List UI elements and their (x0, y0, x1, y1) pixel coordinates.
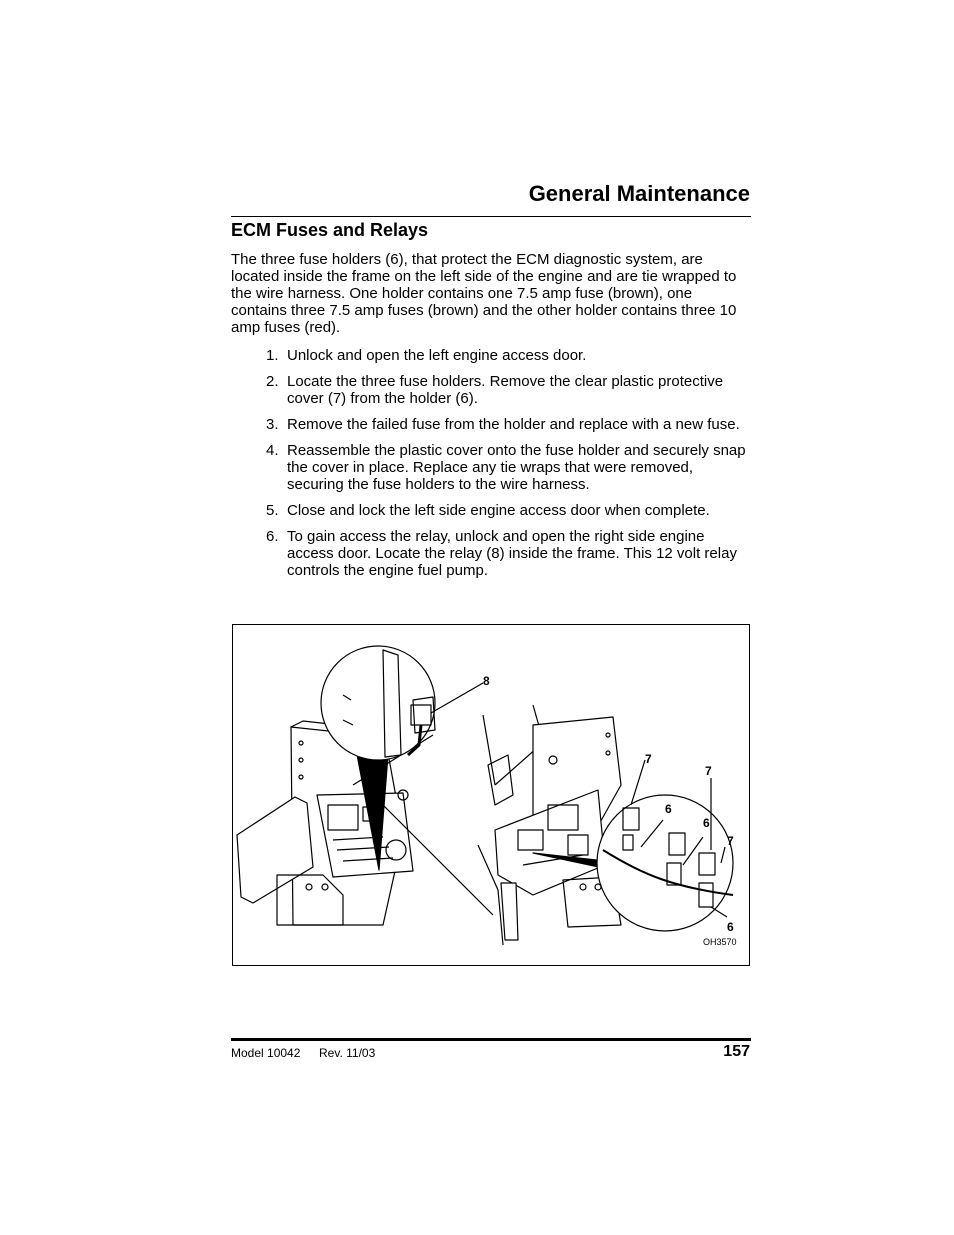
step-text: Locate the three fuse holders. Remove the clear plastic protective cover (7) from the holder (6). (287, 373, 724, 407)
footer-model: Model 10042 (231, 1046, 301, 1060)
step-item (266, 442, 751, 493)
relay-magnifier (321, 646, 483, 760)
step-item (266, 502, 751, 519)
sub-heading: ECM Fuses and Relays (231, 220, 429, 240)
illustration-drawing (233, 625, 749, 965)
step-number: 3. (266, 416, 279, 433)
intro-paragraph: The three fuse holders (6), that protect the ECM diagnostic system, are located inside the frame on the left side of the engine and are tie wrapped to the wire harness. One holder contains one 7.5 amp fuse (brown), one contains three 7.5 amp fuses (brown) and the other holder contains three 10 amp fuses (red). (231, 251, 737, 336)
step-text: To gain access the relay, unlock and open the right side engine access door. Locate the relay (8) inside the frame. This 12 volt relay controls the engine fuel pump. (287, 528, 737, 579)
step-item (266, 416, 751, 433)
step-text: Remove the failed fuse from the holder and replace with a new fuse. (287, 416, 740, 433)
step-item (266, 528, 751, 579)
step-item (266, 373, 751, 407)
header-rule (231, 216, 751, 217)
procedure-steps (266, 347, 751, 588)
step-text: Reassemble the plastic cover onto the fuse holder and securely snap the cover in place. Replace any tie wraps that were removed, securing the fuse holders to the wire harness. (287, 442, 746, 493)
step-number: 1. (266, 347, 279, 364)
callout-holder-6a: 6 (665, 802, 672, 816)
step-number: 6. (266, 528, 279, 545)
callout-cover-7b: 7 (705, 764, 712, 778)
section-title: General Maintenance (528, 181, 750, 206)
step-number: 4. (266, 442, 279, 459)
callout-holder-6b: 6 (703, 816, 710, 830)
callout-cover-7a: 7 (645, 752, 652, 766)
callout-holder-6c: 6 (727, 920, 734, 934)
step-text: Close and lock the left side engine access door when complete. (287, 502, 710, 519)
callout-relay-8: 8 (483, 674, 490, 688)
figure-id: OH3570 (703, 937, 737, 947)
callout-cover-7c: 7 (727, 834, 734, 848)
footer-rule (231, 1038, 751, 1041)
right-machine-drawing (478, 705, 621, 945)
footer-revision: Rev. 11/03 (319, 1046, 376, 1060)
step-item (266, 347, 751, 364)
step-number: 5. (266, 502, 279, 519)
page-number: 157 (723, 1043, 750, 1060)
fuse-relay-illustration (232, 624, 750, 966)
step-number: 2. (266, 373, 279, 390)
step-text: Unlock and open the left engine access door. (287, 347, 587, 364)
